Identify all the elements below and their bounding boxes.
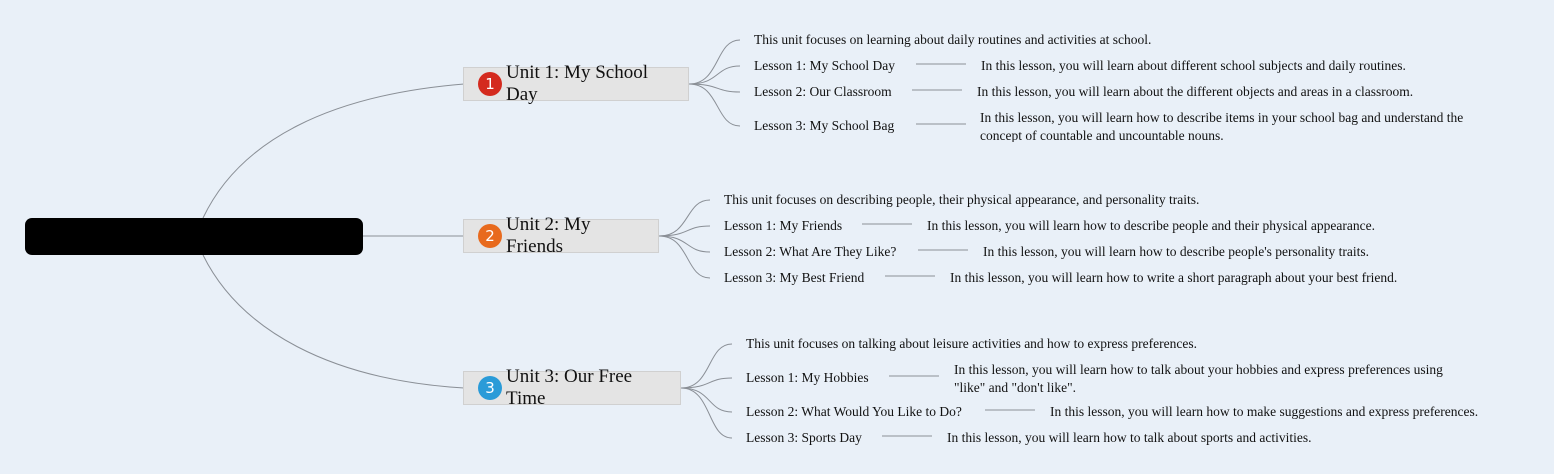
lesson-title[interactable]: Lesson 3: My School Bag [754, 118, 895, 133]
lesson-title[interactable]: Lesson 3: My Best Friend [724, 270, 865, 285]
lesson-title[interactable]: Lesson 1: My School Day [754, 58, 895, 73]
unit-title: Unit 3: Our Free Time [506, 366, 633, 409]
unit-summary[interactable]: This unit focuses on learning about daily routines and activities at school. [754, 32, 1152, 47]
number-3-icon: 3 [478, 376, 502, 400]
unit-title: Unit 2: My Friends [506, 214, 591, 257]
lesson-title[interactable]: Lesson 3: Sports Day [746, 430, 862, 445]
number-1-icon: 1 [478, 72, 502, 96]
lesson-description[interactable]: In this lesson, you will learn how to talk about sports and activities. [947, 430, 1312, 445]
unit-summary[interactable]: This unit focuses on describing people, their physical appearance, and personality traits. [724, 192, 1200, 207]
unit-summary[interactable]: This unit focuses on talking about leisure activities and how to express preferences. [746, 336, 1197, 351]
lesson-description[interactable]: In this lesson, you will learn how to describe people's personality traits. [983, 244, 1369, 259]
lesson-title[interactable]: Lesson 1: My Friends [724, 218, 843, 233]
lesson-description[interactable]: In this lesson, you will learn about different school subjects and daily routines. [981, 58, 1406, 73]
lesson-description[interactable]: In this lesson, you will learn how to describe items in your school bag and understand the concept of countable and uncountable nouns. [980, 110, 1464, 142]
lesson-description[interactable]: In this lesson, you will learn about the different objects and areas in a classroom. [977, 84, 1414, 99]
lesson-title[interactable]: Lesson 2: What Are They Like? [724, 244, 897, 259]
root-topic[interactable] [25, 218, 363, 255]
lesson-description[interactable]: In this lesson, you will learn how to write a short paragraph about your best friend. [950, 270, 1398, 285]
lesson-description[interactable]: In this lesson, you will learn how to describe people and their physical appearance. [927, 218, 1375, 233]
lesson-title[interactable]: Lesson 2: Our Classroom [754, 84, 892, 99]
lesson-description[interactable]: In this lesson, you will learn how to talk about your hobbies and express preferences using "like" and "don't like". [954, 362, 1443, 395]
lesson-title[interactable]: Lesson 2: What Would You Like to Do? [746, 404, 962, 419]
unit-3-node[interactable] [463, 366, 681, 409]
unit-2-node[interactable] [463, 214, 659, 257]
lesson-title[interactable]: Lesson 1: My Hobbies [746, 370, 869, 385]
number-2-icon: 2 [478, 224, 502, 248]
lesson-description[interactable]: In this lesson, you will learn how to make suggestions and express preferences. [1050, 404, 1479, 419]
unit-title: Unit 1: My School Day [506, 62, 648, 105]
unit-1-node[interactable] [463, 62, 689, 105]
